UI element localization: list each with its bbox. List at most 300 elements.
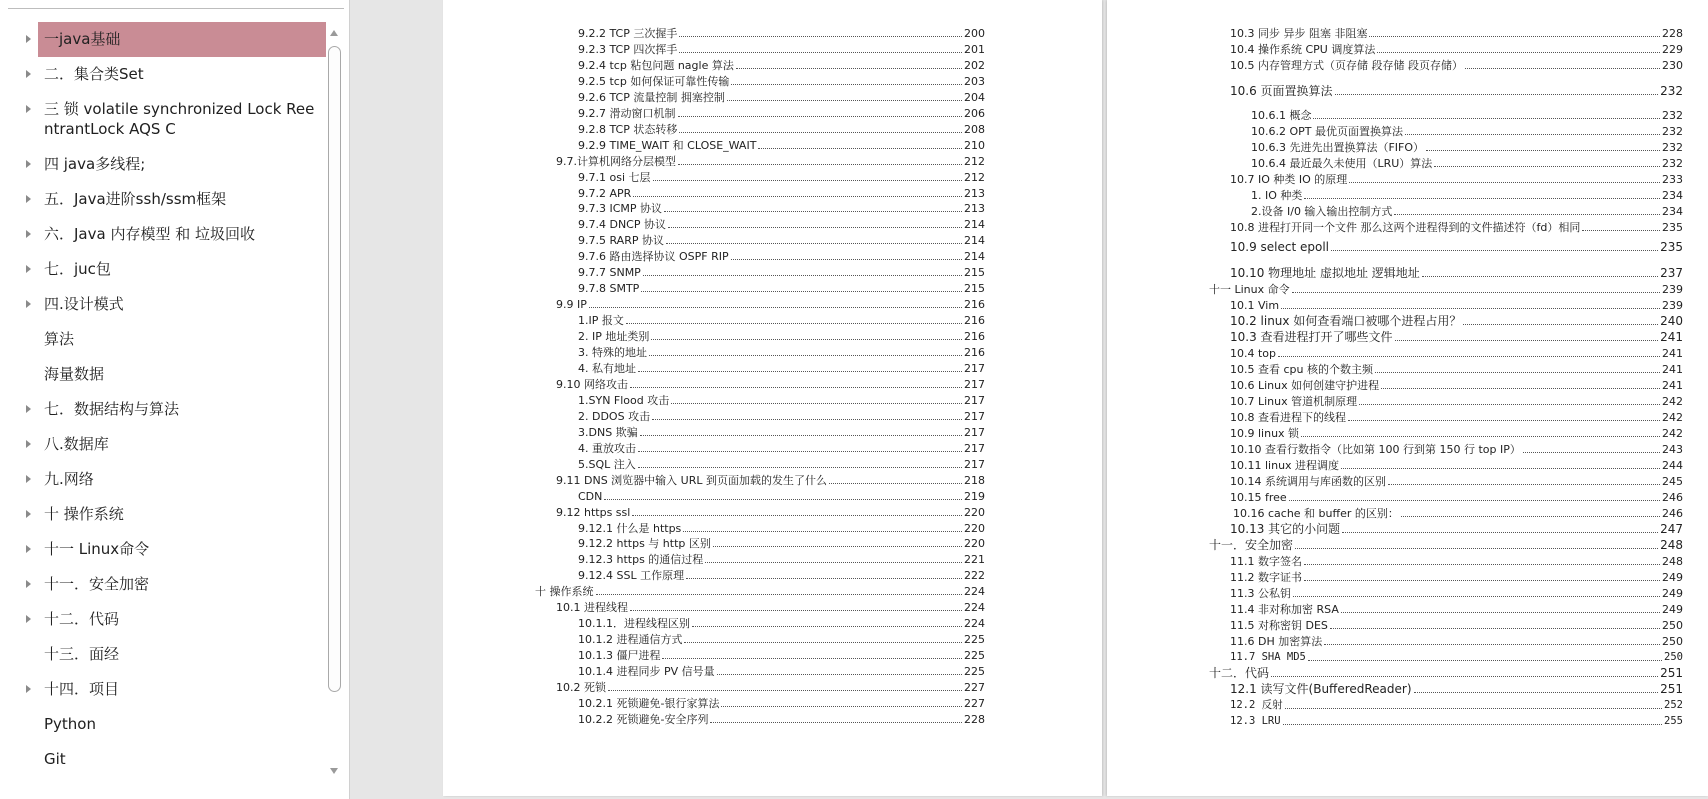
toc-page-number: 200 (964, 27, 985, 40)
toc-page-number: 232 (1662, 157, 1683, 170)
sidebar-item[interactable] (38, 567, 326, 602)
toc-entry[interactable] (1230, 488, 1683, 505)
toc-page-number: 232 (1662, 125, 1683, 138)
toc-leader-dots (1283, 724, 1662, 725)
expand-caret-icon[interactable] (26, 580, 31, 588)
toc-entry[interactable] (1230, 568, 1683, 585)
toc-leader-dots (668, 227, 962, 228)
toc-entry[interactable] (556, 503, 985, 520)
toc-entry[interactable] (556, 152, 985, 169)
sidebar-item[interactable] (38, 22, 326, 57)
toc-entry[interactable] (578, 534, 985, 551)
toc-page-number: 241 (1662, 347, 1683, 360)
toc-page-number: 220 (964, 521, 985, 535)
sidebar-item[interactable] (38, 497, 326, 532)
toc-entry[interactable] (1230, 56, 1683, 73)
toc-leader-dots (626, 323, 962, 324)
sidebar-item-label: 四 java多线程; (44, 155, 146, 173)
pane-divider (8, 8, 344, 9)
toc-entry[interactable] (1230, 82, 1683, 99)
toc-entry[interactable] (1230, 392, 1683, 409)
toc-leader-dots (678, 164, 962, 165)
toc-entry-title: 9.7.6 路由选择协议 OSPF RIP (578, 250, 729, 264)
toc-leader-dots (1405, 134, 1660, 135)
toc-leader-dots (1422, 276, 1658, 277)
sidebar-item[interactable] (38, 462, 326, 497)
sidebar-item-label: Python (44, 715, 96, 733)
toc-entry-title: 10.1.2 进程通信方式 (578, 633, 683, 647)
toc-leader-dots (1375, 372, 1660, 373)
expand-caret-icon[interactable] (26, 105, 31, 113)
expand-caret-icon[interactable] (26, 475, 31, 483)
toc-page-number: 242 (1662, 427, 1683, 440)
scroll-down-arrow-icon[interactable] (330, 768, 338, 774)
toc-leader-dots (640, 435, 962, 436)
toc-entry-title: 10.5 内存管理方式（页存储 段存储 段页存储） (1230, 59, 1463, 72)
toc-entry[interactable] (1230, 520, 1683, 537)
document-page-left (443, 0, 1102, 796)
toc-page-number: 249 (1662, 587, 1683, 600)
toc-entry[interactable] (578, 614, 985, 631)
toc-page-number: 228 (1662, 27, 1683, 40)
toc-page-number: 216 (964, 314, 985, 328)
toc-leader-dots (1381, 388, 1660, 389)
toc-entry-title: 10.7 IO 种类 IO 的原理 (1230, 173, 1348, 186)
toc-entry-title: 9.2.8 TCP 状态转移 (578, 122, 678, 136)
toc-leader-dots (1341, 468, 1660, 469)
toc-entry[interactable] (1230, 360, 1683, 377)
sidebar-item[interactable] (38, 322, 326, 357)
toc-leader-dots (1271, 676, 1658, 677)
toc-page-number: 212 (964, 154, 985, 168)
toc-leader-dots (596, 594, 963, 595)
toc-page-number: 228 (964, 712, 985, 726)
toc-entry-title: 10.16 cache 和 buffer 的区别： (1233, 507, 1399, 520)
expand-caret-icon[interactable] (26, 195, 31, 203)
toc-entry[interactable] (1230, 552, 1683, 569)
expand-caret-icon[interactable] (26, 545, 31, 553)
toc-entry[interactable] (1230, 408, 1683, 425)
toc-page-number: 245 (1662, 475, 1683, 488)
toc-page-number: 212 (964, 170, 985, 184)
toc-leader-dots (727, 100, 962, 101)
toc-entry-title: 10.15 free (1230, 491, 1287, 504)
toc-page-number: 214 (964, 218, 985, 232)
toc-leader-dots (1281, 308, 1660, 309)
toc-entry[interactable] (1230, 344, 1683, 361)
toc-page-number: 217 (964, 425, 985, 439)
toc-entry[interactable] (578, 343, 985, 360)
toc-entry[interactable] (1230, 712, 1683, 729)
sidebar-item-label: 二．集合类Set (44, 65, 144, 83)
toc-leader-dots (1313, 118, 1660, 119)
toc-entry[interactable] (1230, 376, 1683, 393)
toc-page-number: 220 (964, 537, 985, 551)
toc-entry[interactable] (1230, 264, 1683, 281)
toc-page-number: 244 (1662, 459, 1683, 472)
toc-entry-title: 2. DDOS 攻击 (578, 409, 651, 423)
toc-entry[interactable] (578, 104, 985, 121)
toc-entry-title: 12.1 读写文件(BufferedReader) (1230, 682, 1412, 696)
toc-entry[interactable] (556, 471, 985, 488)
toc-entry[interactable] (1230, 648, 1683, 665)
toc-page-number: 216 (964, 330, 985, 344)
toc-page-number: 246 (1662, 491, 1683, 504)
expand-caret-icon[interactable] (26, 440, 31, 448)
toc-page-number: 239 (1662, 283, 1683, 296)
toc-entry[interactable] (578, 263, 985, 280)
toc-entry-title: 9.7.4 DNCP 协议 (578, 218, 666, 232)
toc-page-number: 202 (964, 58, 985, 72)
toc-page-number: 249 (1662, 603, 1683, 616)
toc-entry-title: 10.8 查看进程下的线程 (1230, 411, 1346, 424)
toc-page-number: 251 (1660, 682, 1683, 696)
toc-entry[interactable] (556, 598, 985, 615)
toc-leader-dots (1348, 420, 1660, 421)
toc-entry[interactable] (1251, 122, 1683, 139)
sidebar-item[interactable] (38, 392, 326, 427)
sidebar-item-label: 海量数据 (44, 365, 105, 383)
toc-leader-dots (1359, 404, 1660, 405)
toc-leader-dots (649, 355, 962, 356)
toc-entry-title: 11.5 对称密钥 DES (1230, 619, 1328, 632)
toc-entry-title: 9.2.5 tcp 如何保证可靠性传输 (578, 74, 730, 88)
toc-entry-title: 十二．代码 (1209, 666, 1270, 680)
toc-page-number: 232 (1662, 141, 1683, 154)
toc-page-number: 227 (964, 680, 985, 694)
toc-entry[interactable] (1251, 186, 1683, 203)
toc-entry-title: 10.10 物理地址 虚拟地址 逻辑地址 (1230, 266, 1420, 280)
toc-entry[interactable] (578, 40, 985, 57)
toc-page-number: 224 (964, 617, 985, 631)
sidebar-item[interactable] (38, 707, 326, 742)
sidebar-item-label: 七．数据结构与算法 (44, 400, 180, 418)
toc-page-number: 204 (964, 90, 985, 104)
sidebar-item-label: Git (44, 750, 66, 768)
toc-entry-title: 10.6.3 先进先出置换算法（FIFO） (1251, 141, 1425, 154)
toc-entry-title: 10.5 查看 cpu 核的个数主频 (1230, 363, 1373, 376)
toc-leader-dots (632, 515, 962, 516)
toc-entry[interactable] (1230, 600, 1683, 617)
toc-leader-dots (1292, 292, 1660, 293)
toc-entry[interactable] (578, 694, 985, 711)
toc-entry-title: 11.7 SHA MD5 (1230, 651, 1306, 663)
toc-entry-title: 9.7.3 ICMP 协议 (578, 202, 663, 216)
toc-entry[interactable] (578, 359, 985, 376)
nav-scrollbar[interactable] (326, 22, 344, 782)
toc-entry[interactable] (556, 295, 985, 312)
toc-page-number: 233 (1662, 173, 1683, 186)
toc-entry[interactable] (1251, 138, 1683, 155)
toc-entry-title: 10.4 操作系统 CPU 调度算法 (1230, 43, 1376, 56)
toc-entry[interactable] (578, 519, 985, 536)
toc-page-number: 216 (964, 298, 985, 312)
toc-entry-title: 9.12.2 https 与 http 区别 (578, 537, 711, 551)
toc-entry-title: 10.6.2 OPT 最优页面置换算法 (1251, 125, 1403, 138)
toc-page-number: 210 (964, 138, 985, 152)
toc-entry[interactable] (578, 247, 985, 264)
sidebar-item[interactable] (38, 427, 326, 462)
toc-leader-dots (1304, 580, 1660, 581)
toc-entry[interactable] (1230, 312, 1683, 329)
toc-page-number: 229 (1662, 43, 1683, 56)
toc-entry[interactable] (578, 662, 985, 679)
sidebar-item[interactable] (38, 287, 326, 322)
toc-leader-dots (671, 403, 962, 404)
expand-caret-icon[interactable] (26, 265, 31, 273)
toc-entry[interactable] (578, 168, 985, 185)
toc-entry[interactable] (1230, 170, 1683, 187)
toc-page-number: 224 (964, 585, 985, 599)
toc-page-number: 203 (964, 74, 985, 88)
toc-entry[interactable] (578, 199, 985, 216)
toc-leader-dots (638, 371, 962, 372)
toc-entry[interactable] (578, 391, 985, 408)
toc-page-number: 227 (964, 696, 985, 710)
toc-entry[interactable] (1230, 440, 1683, 457)
toc-entry-title: 十 操作系统 (535, 585, 594, 599)
toc-leader-dots (1463, 324, 1658, 325)
toc-leader-dots (692, 626, 962, 627)
toc-leader-dots (1293, 596, 1660, 597)
toc-entry-title: 1.SYN Flood 攻击 (578, 393, 670, 407)
toc-page-number: 225 (964, 633, 985, 647)
toc-entry-title: 1. IO 种类 (1251, 189, 1303, 202)
expand-caret-icon[interactable] (26, 35, 31, 43)
toc-page-number: 217 (964, 457, 985, 471)
toc-page-number: 250 (1662, 635, 1683, 648)
toc-leader-dots (1465, 68, 1660, 69)
toc-entry-title: CDN (578, 489, 603, 503)
toc-page-number: 249 (1662, 571, 1683, 584)
toc-entry-title: 9.9 IP (556, 298, 587, 312)
expand-caret-icon[interactable] (26, 70, 31, 78)
toc-entry-title: 4. 重放攻击 (578, 441, 636, 455)
toc-entry-title: 11.2 数字证书 (1230, 571, 1302, 584)
toc-page-number: 246 (1662, 507, 1683, 520)
toc-entry[interactable] (1251, 202, 1683, 219)
toc-entry[interactable] (578, 630, 985, 647)
toc-entry[interactable] (578, 407, 985, 424)
sidebar-item[interactable] (38, 357, 326, 392)
toc-page-number: 230 (1662, 59, 1683, 72)
toc-page-number: 252 (1664, 699, 1683, 711)
expand-caret-icon[interactable] (26, 300, 31, 308)
expand-caret-icon[interactable] (26, 405, 31, 413)
toc-page-number: 214 (964, 234, 985, 248)
toc-entry[interactable] (1233, 504, 1683, 521)
toc-entry[interactable] (556, 375, 985, 392)
toc-entry[interactable] (578, 136, 985, 153)
toc-entry[interactable] (578, 646, 985, 663)
document-viewport[interactable] (351, 0, 1708, 799)
toc-entry-title: 12.2 反射 (1230, 699, 1283, 711)
toc-entry[interactable] (1230, 296, 1683, 313)
toc-entry[interactable] (1230, 696, 1683, 713)
toc-page-number: 208 (964, 122, 985, 136)
toc-entry[interactable] (1230, 472, 1683, 489)
expand-caret-icon[interactable] (26, 685, 31, 693)
nav-list (0, 22, 330, 777)
toc-entry[interactable] (535, 582, 985, 599)
toc-entry-title: 9.7.计算机网络分层模型 (556, 154, 676, 168)
sidebar-item-label: 十一 Linux命令 (44, 540, 150, 558)
sidebar-item[interactable] (38, 147, 326, 182)
toc-entry-title: 10.1.3 僵尸进程 (578, 649, 661, 662)
sidebar-item[interactable] (38, 637, 326, 672)
toc-entry[interactable] (578, 455, 985, 472)
expand-caret-icon[interactable] (26, 510, 31, 518)
toc-page-number: 232 (1662, 109, 1683, 122)
toc-leader-dots (1349, 182, 1660, 183)
toc-leader-dots (1285, 708, 1662, 709)
toc-page-number: 217 (964, 377, 985, 391)
sidebar-item[interactable] (38, 57, 326, 92)
sidebar-item[interactable] (38, 672, 326, 707)
sidebar-item-label: 九.网络 (44, 470, 94, 488)
toc-page-number: 216 (964, 346, 985, 359)
toc-entry[interactable] (1251, 106, 1683, 123)
toc-entry[interactable] (578, 120, 985, 137)
sidebar-item-label: 十一．安全加密 (44, 575, 150, 593)
toc-page-number: 234 (1662, 189, 1683, 202)
toc-page-number: 250 (1664, 651, 1683, 663)
toc-entry-title: 10.9 select epoll (1230, 240, 1330, 254)
toc-entry-title: 9.2.9 TIME_WAIT 和 CLOSE_WAIT (578, 138, 757, 152)
toc-entry[interactable] (556, 678, 985, 695)
sidebar-item[interactable] (38, 532, 326, 567)
toc-entry[interactable] (578, 439, 985, 456)
toc-entry[interactable] (1230, 632, 1683, 649)
toc-leader-dots (1523, 452, 1660, 453)
toc-leader-dots (678, 116, 963, 117)
toc-entry[interactable] (578, 311, 985, 328)
toc-leader-dots (731, 84, 962, 85)
toc-entry-title: 10.2.2 死锁避免-安全序列 (578, 712, 709, 726)
toc-entry[interactable] (578, 88, 985, 105)
expand-caret-icon[interactable] (26, 160, 31, 168)
toc-entry[interactable] (578, 184, 985, 201)
toc-entry[interactable] (578, 566, 985, 583)
toc-leader-dots (1278, 356, 1660, 357)
toc-entry-title: 1.IP 报文 (578, 314, 624, 328)
toc-page-number: 251 (1660, 666, 1683, 680)
scrollbar-thumb[interactable] (328, 46, 341, 692)
toc-entry[interactable] (1230, 24, 1683, 41)
sidebar-item[interactable] (38, 182, 326, 217)
toc-entry[interactable] (578, 56, 985, 73)
toc-entry-title: 11.4 非对称加密 RSA (1230, 603, 1339, 616)
toc-entry-title: 9.7.2 APR (578, 186, 632, 200)
navigation-pane (0, 0, 350, 799)
sidebar-item[interactable] (38, 602, 326, 637)
toc-page-number: 215 (964, 282, 985, 296)
toc-leader-dots (630, 387, 962, 388)
toc-page-number: 242 (1662, 411, 1683, 424)
sidebar-item[interactable] (38, 92, 326, 147)
toc-entry[interactable] (1230, 218, 1683, 235)
toc-entry[interactable] (1230, 40, 1683, 57)
toc-page-number: 240 (1660, 314, 1683, 328)
toc-page-number: 235 (1662, 221, 1683, 234)
toc-entry-title: 10.6.1 概念 (1251, 109, 1312, 122)
toc-page-number: 222 (964, 569, 985, 583)
toc-leader-dots (721, 706, 962, 707)
toc-leader-dots (1388, 484, 1660, 485)
toc-leader-dots (758, 148, 962, 149)
toc-entry[interactable] (1230, 616, 1683, 633)
toc-page-number: 220 (964, 505, 985, 519)
scroll-up-arrow-icon[interactable] (330, 30, 338, 36)
toc-entry-title: 10.4 top (1230, 347, 1277, 360)
toc-entry[interactable] (1230, 584, 1683, 601)
toc-entry[interactable] (1209, 280, 1683, 297)
toc-leader-dots (731, 259, 962, 260)
sidebar-item[interactable] (38, 742, 326, 777)
toc-page-number: 232 (1660, 84, 1683, 98)
toc-entry[interactable] (578, 423, 985, 440)
toc-entry[interactable] (1230, 238, 1683, 255)
sidebar-item[interactable] (38, 217, 326, 252)
toc-entry[interactable] (578, 550, 985, 567)
toc-entry[interactable] (578, 231, 985, 248)
toc-entry-title: 11.6 DH 加密算法 (1230, 635, 1323, 648)
toc-entry[interactable] (1209, 536, 1683, 553)
toc-entry-title: 9.2.3 TCP 四次挥手 (578, 43, 678, 56)
toc-leader-dots (608, 690, 962, 691)
toc-entry[interactable] (1230, 328, 1683, 345)
expand-caret-icon[interactable] (26, 230, 31, 238)
toc-entry-title: 10.6 Linux 如何创建守护进程 (1230, 379, 1380, 392)
toc-entry[interactable] (1251, 154, 1683, 171)
toc-entry[interactable] (578, 487, 985, 504)
toc-page-number: 201 (964, 43, 985, 56)
toc-page-number: 217 (964, 409, 985, 423)
sidebar-item[interactable] (38, 252, 326, 287)
toc-entry[interactable] (1230, 424, 1683, 441)
toc-entry-title: 4. 私有地址 (578, 361, 636, 375)
toc-entry-title: 9.12.3 https 的通信过程 (578, 553, 704, 567)
toc-leader-dots (1401, 516, 1660, 517)
toc-entry[interactable] (1230, 456, 1683, 473)
toc-entry-title: 9.7.7 SNMP (578, 266, 641, 280)
toc-entry[interactable] (578, 327, 985, 344)
toc-page-number: 213 (964, 186, 985, 200)
toc-leader-dots (1304, 564, 1660, 565)
toc-entry-title: 10.7 Linux 管道机制原理 (1230, 395, 1358, 408)
toc-entry-title: 9.2.6 TCP 流量控制 拥塞控制 (578, 90, 725, 104)
expand-caret-icon[interactable] (26, 615, 31, 623)
toc-entry-title: 9.12 https ssl (556, 505, 631, 519)
toc-page-number: 224 (964, 601, 985, 615)
toc-entry[interactable] (578, 279, 985, 296)
toc-leader-dots (662, 658, 962, 659)
toc-entry[interactable] (1209, 664, 1683, 681)
toc-entry-title: 9.12.4 SSL 工作原理 (578, 569, 685, 583)
toc-entry[interactable] (1230, 680, 1683, 697)
toc-page-number: 214 (964, 250, 985, 264)
sidebar-item-label: 五．Java进阶ssh/ssm框架 (44, 190, 227, 208)
toc-leader-dots (638, 451, 962, 452)
toc-entry-title: 2. IP 地址类别 (578, 330, 650, 344)
toc-page-number: 248 (1660, 538, 1683, 552)
toc-leader-dots (705, 562, 962, 563)
toc-entry[interactable] (578, 215, 985, 232)
toc-entry[interactable] (578, 24, 985, 41)
toc-entry[interactable] (578, 72, 985, 89)
toc-leader-dots (1330, 628, 1660, 629)
toc-entry[interactable] (578, 710, 985, 727)
